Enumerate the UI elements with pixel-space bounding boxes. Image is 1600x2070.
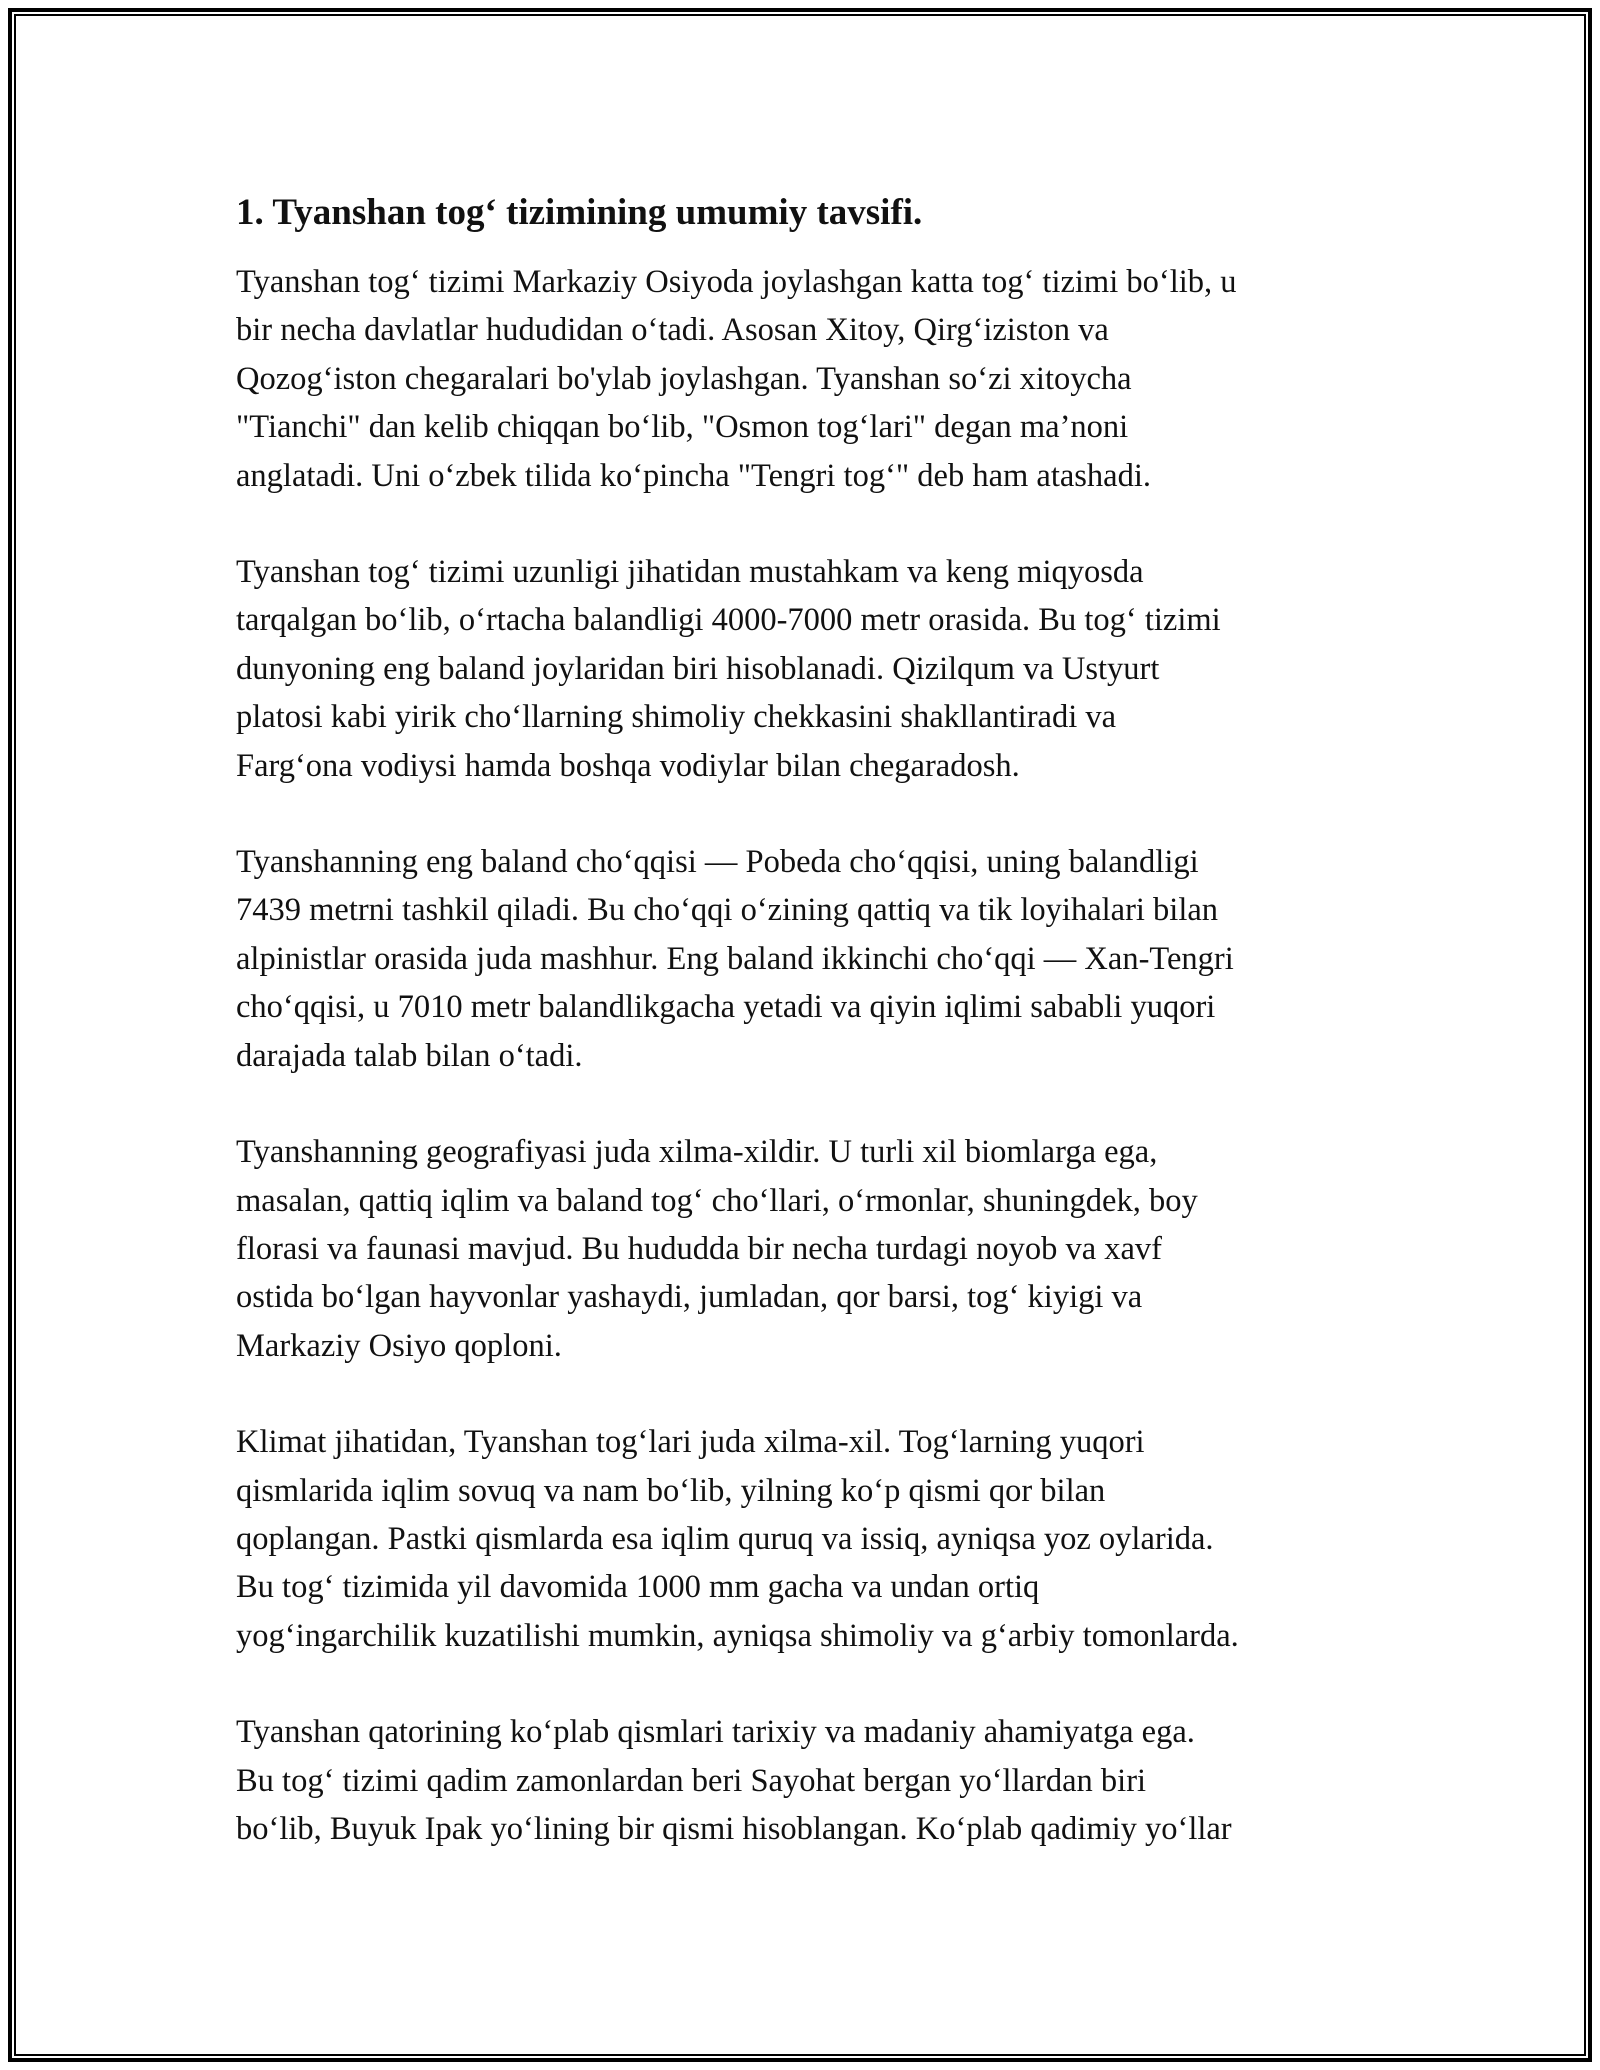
text-line: qismlarida iqlim sovuq va nam bo‘lib, yilning ko‘p qismi qor bilan [236,1472,1106,1509]
paragraph-4 [236,1128,1376,1370]
text-line: yog‘ingarchilik kuzatilishi mumkin, ayniqsa shimoliy va g‘arbiy tomonlarda. [236,1617,1239,1654]
paragraph-3 [236,838,1376,1080]
text-line: darajada talab bilan o‘tadi. [236,1037,583,1074]
text-line: dunyoning eng baland joylaridan biri hisoblanadi. Qizilqum va Ustyurt [236,650,1160,687]
paragraph-5 [236,1418,1376,1660]
text-line: platosi kabi yirik cho‘llarning shimoliy chekkasini shakllantiradi va [236,699,1117,736]
text-line: ostida bo‘lgan hayvonlar yashaydi, jumladan, qor barsi, tog‘ kiyigi va [236,1279,1143,1316]
paragraph-1 [236,258,1376,500]
text-line: "Tianchi" dan kelib chiqqan bo‘lib, "Osmon tog‘lari" degan ma’noni [236,409,1129,446]
text-line: Tyanshan tog‘ tizimi uzunligi jihatidan mustahkam va keng miqyosda [236,554,1144,591]
text-line: alpinistlar orasida juda mashhur. Eng baland ikkinchi cho‘qqi — Xan-Tengri [236,940,1234,977]
paragraph-6 [236,1708,1376,1853]
text-line: Bu tog‘ tizimida yil davomida 1000 mm gacha va undan ortiq [236,1569,1040,1606]
text-line: tarqalgan bo‘lib, o‘rtacha balandligi 4000-7000 metr orasida. Bu tog‘ tizimi [236,602,1221,639]
paragraph-2 [236,548,1376,790]
text-line: masalan, qattiq iqlim va baland tog‘ cho‘llari, o‘rmonlar, shuningdek, boy [236,1182,1198,1219]
text-line: 7439 metrni tashkil qiladi. Bu cho‘qqi o‘zining qattiq va tik loyihalari bilan [236,892,1219,929]
text-line: Tyanshanning eng baland cho‘qqisi — Pobeda cho‘qqisi, uning balandligi [236,844,1199,881]
text-line: bir necha davlatlar hududidan o‘tadi. Asosan Xitoy, Qirg‘iziston va [236,312,1109,349]
text-line: Tyanshanning geografiyasi juda xilma-xildir. U turli xil biomlarga ega, [236,1134,1158,1171]
section-title: 1. Tyanshan tog‘ tizimining umumiy tavsifi. [236,192,923,233]
text-line: Klimat jihatidan, Tyanshan tog‘lari juda xilma-xil. Tog‘larning yuqori [236,1424,1145,1461]
text-line: florasi va faunasi mavjud. Bu hududda bir necha turdagi noyob va xavf [236,1230,1162,1267]
text-line: Bu tog‘ tizimi qadim zamonlardan beri Sayohat bergan yo‘llardan biri [236,1762,1147,1799]
text-line: bo‘lib, Buyuk Ipak yo‘lining bir qismi hisoblangan. Ko‘plab qadimiy yo‘llar [236,1810,1232,1847]
document-body [236,188,1376,1901]
text-line: anglatadi. Uni o‘zbek tilida ko‘pincha "Tengri tog‘" deb ham atashadi. [236,457,1152,494]
text-line: cho‘qqisi, u 7010 metr balandlikgacha yetadi va qiyin iqlimi sababli yuqori [236,989,1216,1026]
text-line: Tyanshan tog‘ tizimi Markaziy Osiyoda joylashgan katta tog‘ tizimi bo‘lib, u [236,264,1237,300]
text-line: Tyanshan qatorining ko‘plab qismlari tarixiy va madaniy ahamiyatga ega. [236,1714,1195,1751]
text-line: Farg‘ona vodiysi hamda boshqa vodiylar bilan chegaradosh. [236,747,1020,784]
text-line: Qozog‘iston chegaralari bo'ylab joylashgan. Tyanshan so‘zi xitoycha [236,360,1132,397]
text-line: Markaziy Osiyo qoploni. [236,1327,562,1364]
text-line: qoplangan. Pastki qismlarda esa iqlim quruq va issiq, ayniqsa yoz oylarida. [236,1520,1214,1557]
